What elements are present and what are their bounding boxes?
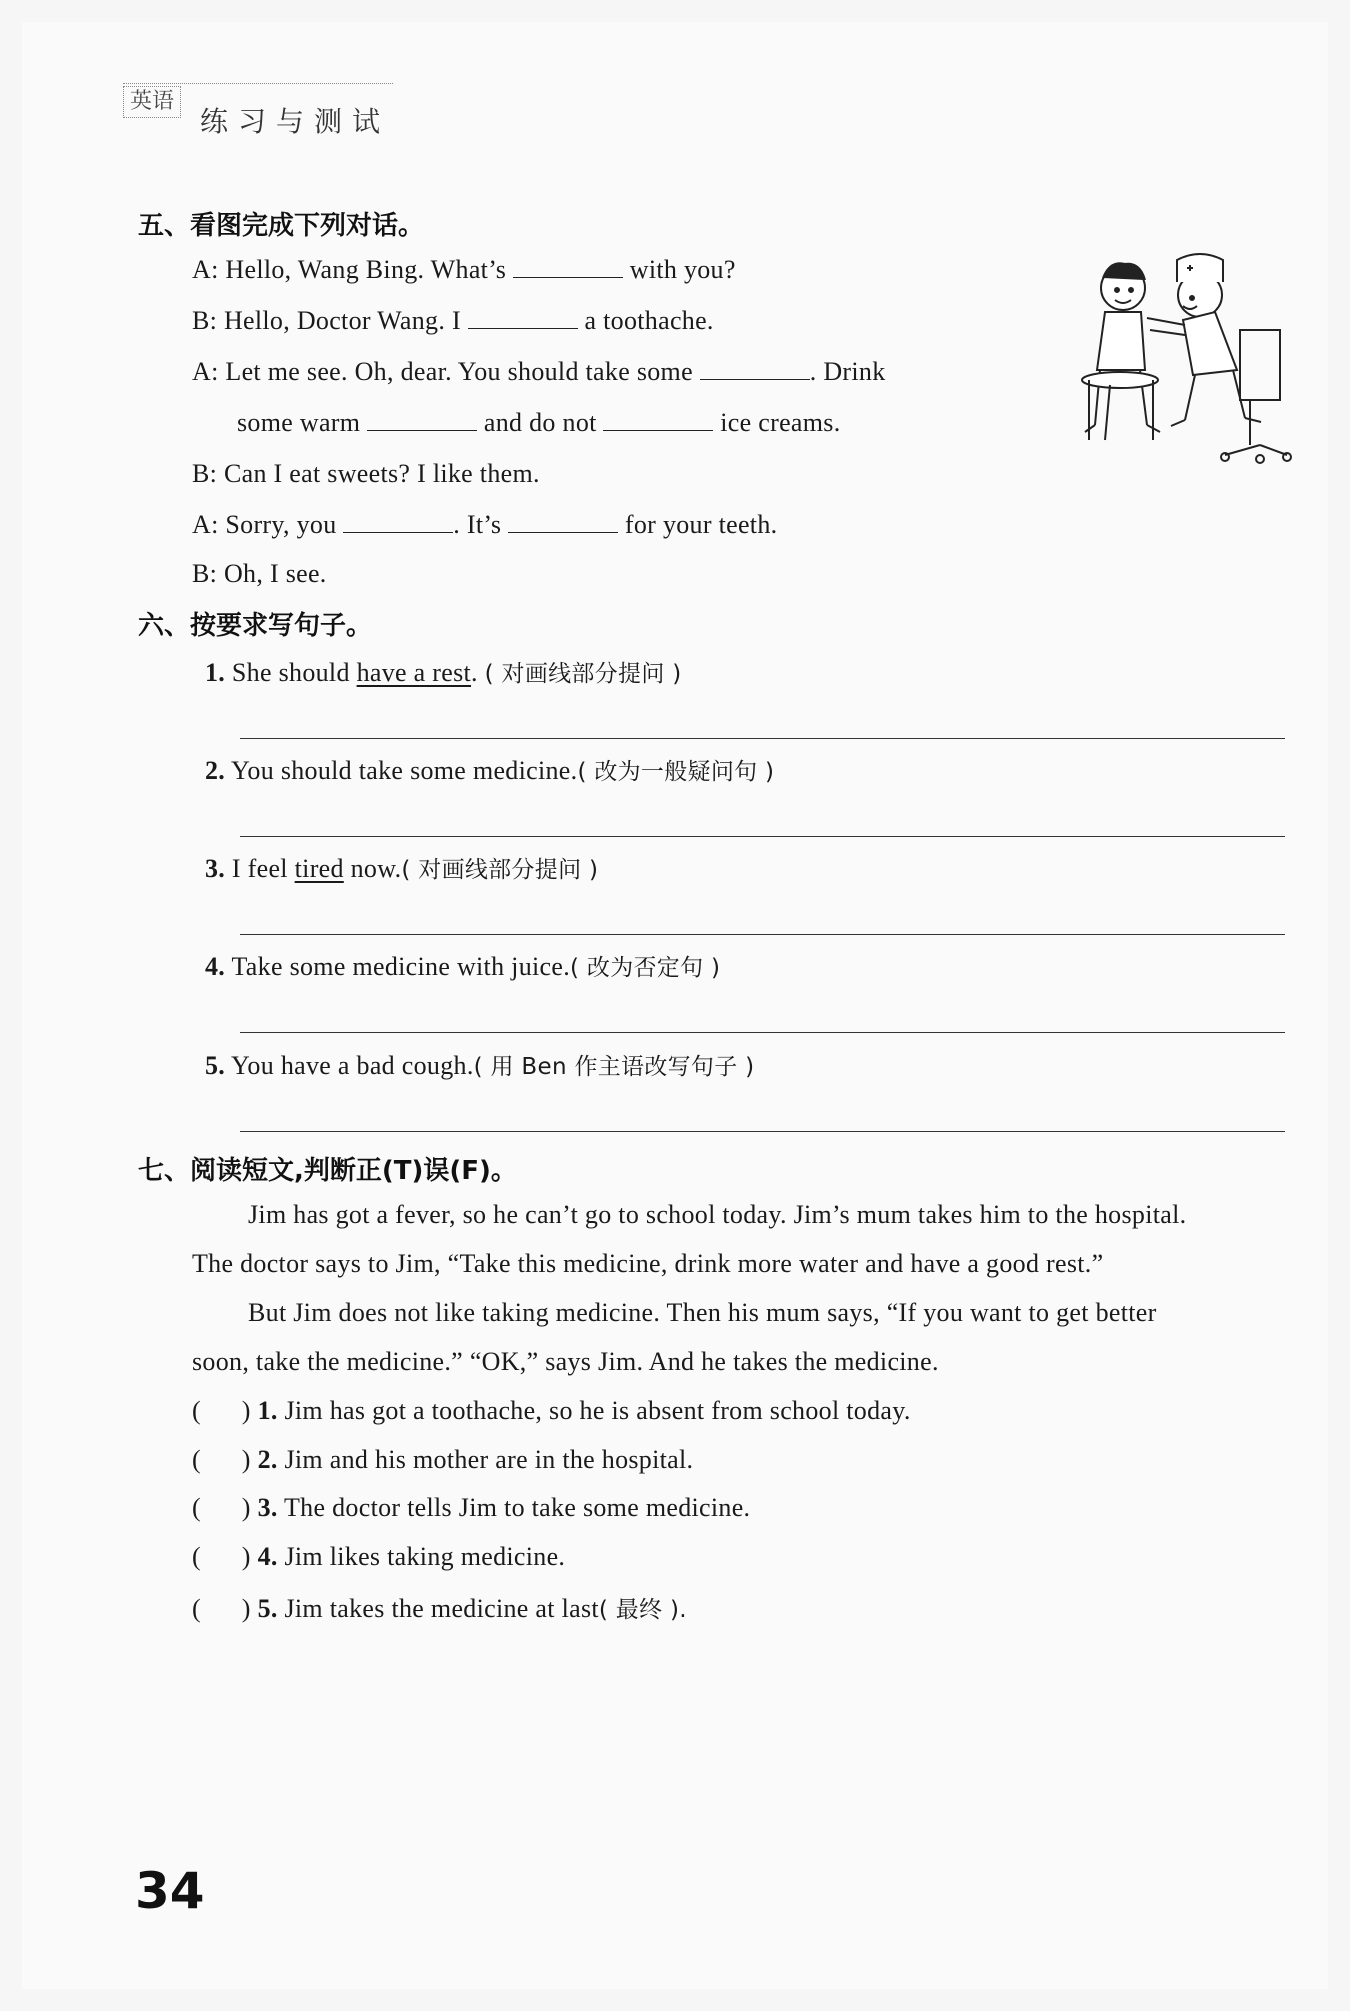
dialog-line-5: B: Can I eat sweets? I like them. [192,459,540,488]
rewrite-item-4: 4. Take some medicine with juice.( 改为否定句 ) [205,952,721,981]
dialog-line-2: B: Hello, Doctor Wang. I a toothache. [192,306,714,335]
section6-title: 六、按要求写句子。 [138,611,373,641]
rewrite-item-2: 2. You should take some medicine.( 改为一般疑问句 ) [205,756,775,785]
answer-paren[interactable]: ( ) [192,1594,251,1623]
answer-line-1[interactable] [240,738,1285,739]
section5-title: 五、看图完成下列对话。 [138,211,425,241]
tf-item-1: ( ) 1. Jim has got a toothache, so he is absent from school today. [192,1396,911,1425]
blank[interactable] [700,357,810,380]
answer-paren[interactable]: ( ) [192,1445,251,1474]
answer-line-2[interactable] [240,836,1285,837]
answer-line-4[interactable] [240,1032,1285,1033]
section7-title: 七、阅读短文,判断正(T)误(F)。 [138,1156,517,1186]
subject-tag: 英语 [123,86,181,118]
tf-item-2: ( ) 2. Jim and his mother are in the hospital. [192,1445,694,1474]
tf-item-4: ( ) 4. Jim likes taking medicine. [192,1542,566,1571]
answer-paren[interactable]: ( ) [192,1493,251,1522]
blank[interactable] [367,408,477,431]
page-number: 34 [135,1862,205,1920]
answer-paren[interactable]: ( ) [192,1542,251,1571]
tf-item-5: ( ) 5. Jim takes the medicine at last( 最终 ). [192,1594,687,1623]
dialog-line-1: A: Hello, Wang Bing. What’s with you? [192,255,736,284]
blank[interactable] [343,510,453,533]
passage-line-2: The doctor says to Jim, “Take this medicine, drink more water and have a good rest.” [192,1249,1104,1278]
dialog-line-3: A: Let me see. Oh, dear. You should take some . Drink [192,357,886,386]
answer-line-5[interactable] [240,1131,1285,1132]
book-title: 练习与测试 [200,105,391,138]
tf-item-3: ( ) 3. The doctor tells Jim to take some medicine. [192,1493,751,1522]
rewrite-item-1: 1. She should have a rest. ( 对画线部分提问 ) [205,658,682,687]
answer-paren[interactable]: ( ) [192,1396,251,1425]
passage-line-1: Jim has got a fever, so he can’t go to school today. Jim’s mum takes him to the hospital. [248,1200,1187,1229]
blank[interactable] [468,306,578,329]
dialog-line-6: A: Sorry, you . It’s for your teeth. [192,510,778,539]
dialog-line-4: some warm and do not ice creams. [237,408,841,437]
dialog-line-7: B: Oh, I see. [192,559,327,588]
answer-line-3[interactable] [240,934,1285,935]
doctor-patient-illustration [1075,250,1295,465]
rewrite-item-5: 5. You have a bad cough.( 用 Ben 作主语改写句子 ) [205,1051,755,1080]
passage-line-4: soon, take the medicine.” “OK,” says Jim. And he takes the medicine. [192,1347,939,1376]
blank[interactable] [508,510,618,533]
passage-line-3: But Jim does not like taking medicine. Then his mum says, “If you want to get better [248,1298,1157,1327]
rewrite-item-3: 3. I feel tired now.( 对画线部分提问 ) [205,854,599,883]
blank[interactable] [513,255,623,278]
blank[interactable] [603,408,713,431]
